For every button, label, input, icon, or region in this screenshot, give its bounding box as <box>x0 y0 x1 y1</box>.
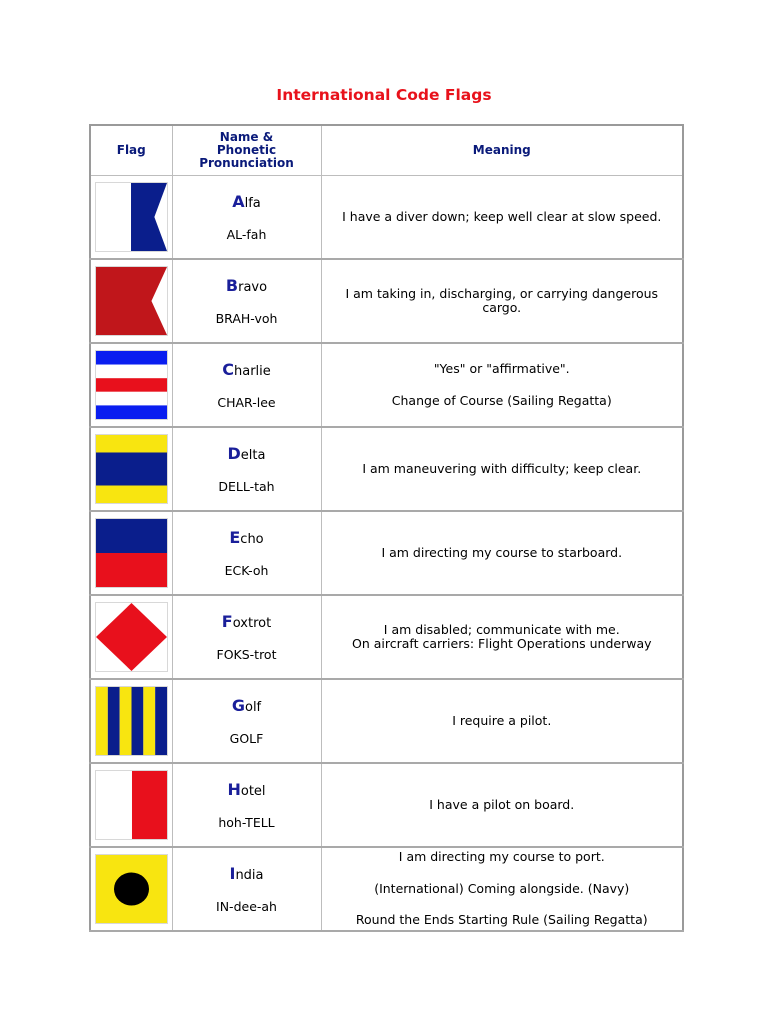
flag-phonetic: CHAR-lee <box>217 395 276 410</box>
table-row <box>90 259 683 343</box>
flag-cell <box>90 595 172 679</box>
name-cell <box>172 511 321 595</box>
meaning-cell <box>321 595 683 679</box>
flag-name-rest: olf <box>244 700 262 715</box>
flag-hotel-icon <box>95 770 168 840</box>
flag-cell <box>90 847 172 931</box>
flag-name <box>173 780 321 799</box>
meaning-cell <box>321 343 683 427</box>
table-row <box>90 343 683 427</box>
flag-name-rest: elta <box>240 448 266 463</box>
flag-name-rest: oxtrot <box>232 616 272 631</box>
flag-charlie-icon <box>95 350 168 420</box>
flag-alfa-icon <box>95 182 168 252</box>
flag-name-initial: A <box>232 192 245 211</box>
flag-phonetic: FOKS-trot <box>216 647 277 662</box>
name-cell <box>172 763 321 847</box>
meaning-text: "Yes" or "affirmative". <box>433 361 570 376</box>
flag-phonetic: BRAH-voh <box>215 311 278 326</box>
name-cell <box>172 343 321 427</box>
meaning-cell <box>321 176 683 260</box>
name-cell <box>172 595 321 679</box>
meaning-cell <box>321 679 683 763</box>
flag-name-initial: B <box>225 276 239 295</box>
meaning-text: I require a pilot. <box>452 712 552 728</box>
page-title: International Code Flags <box>276 86 492 104</box>
name-cell <box>172 847 321 931</box>
table-row <box>90 511 683 595</box>
flag-name-initial: F <box>221 612 233 631</box>
flag-name <box>173 528 321 547</box>
flag-phonetic: DELL-tah <box>218 479 275 494</box>
flag-name <box>173 444 321 463</box>
name-cell <box>172 679 321 763</box>
header-flag: Flag <box>90 125 172 176</box>
meaning-text: (International) Coming alongside. (Navy) <box>374 880 630 896</box>
flag-cell <box>90 427 172 511</box>
flag-name <box>173 612 321 631</box>
flag-name <box>173 360 321 379</box>
meaning-cell <box>321 763 683 847</box>
header-meaning: Meaning <box>321 125 683 176</box>
table-row <box>90 847 683 931</box>
flag-cell <box>90 679 172 763</box>
flags-table <box>89 124 684 932</box>
flag-bravo-icon <box>95 266 168 336</box>
header-name <box>172 125 321 176</box>
flag-cell <box>90 176 172 260</box>
flag-name-rest: ndia <box>235 868 264 883</box>
meaning-cell <box>321 847 683 931</box>
name-cell <box>172 259 321 343</box>
table-header-row <box>90 125 683 176</box>
flag-name-initial: C <box>222 360 234 379</box>
header-name-line: Pronunciation <box>199 156 294 170</box>
flag-delta-icon <box>95 434 168 504</box>
flag-phonetic: AL-fah <box>226 227 267 242</box>
meaning-text: I am maneuvering with difficulty; keep clear. <box>362 460 642 476</box>
flag-name <box>173 276 321 295</box>
flag-name-rest: otel <box>240 784 266 799</box>
meaning-text: I am taking in, discharging, or carrying dangerous cargo. <box>345 285 659 315</box>
flag-name-initial: H <box>227 780 241 799</box>
meaning-cell <box>321 427 683 511</box>
meaning-text: On aircraft carriers: Flight Operations underway <box>352 636 652 651</box>
table-row <box>90 679 683 763</box>
flag-cell <box>90 343 172 427</box>
header-name-line: Name & <box>219 130 274 144</box>
meaning-text: I am directing my course to starboard. <box>381 544 623 560</box>
flag-name-rest: ravo <box>238 280 268 295</box>
flag-phonetic: GOLF <box>229 731 264 746</box>
flag-name-rest: cho <box>240 532 264 547</box>
meaning-cell <box>321 511 683 595</box>
meaning-text: I have a diver down; keep well clear at slow speed. <box>342 208 662 224</box>
flag-cell <box>90 763 172 847</box>
flag-golf-icon <box>95 686 168 756</box>
flag-cell <box>90 511 172 595</box>
flag-echo-icon <box>95 518 168 588</box>
header-name-line: Phonetic <box>216 143 277 157</box>
flag-name <box>173 696 321 715</box>
meaning-text: I have a pilot on board. <box>429 796 575 812</box>
flag-phonetic: ECK-oh <box>224 563 269 578</box>
flag-name <box>173 864 321 883</box>
flag-phonetic: hoh-TELL <box>218 815 275 830</box>
table-row <box>90 595 683 679</box>
table-row <box>90 176 683 260</box>
flag-india-icon <box>95 854 168 924</box>
meaning-text: I am directing my course to port. <box>398 849 605 865</box>
name-cell <box>172 427 321 511</box>
flag-foxtrot-icon <box>95 602 168 672</box>
meaning-cell <box>321 259 683 343</box>
flag-name-initial: D <box>227 444 241 463</box>
flag-cell <box>90 259 172 343</box>
flag-name-rest: harlie <box>233 364 271 379</box>
meaning-text: Change of Course (Sailing Regatta) <box>391 392 612 408</box>
meaning-text: I am disabled; communicate with me. <box>383 621 620 637</box>
table-row <box>90 427 683 511</box>
name-cell <box>172 176 321 260</box>
flag-name-initial: G <box>231 696 245 715</box>
table-row <box>90 763 683 847</box>
flag-name <box>173 192 321 211</box>
flag-name-rest: lfa <box>244 196 261 211</box>
flag-name-initial: I <box>229 864 236 883</box>
meaning-text: Round the Ends Starting Rule (Sailing Regatta) <box>355 912 648 928</box>
flag-name-initial: E <box>229 528 241 547</box>
flag-phonetic: IN-dee-ah <box>216 899 277 914</box>
